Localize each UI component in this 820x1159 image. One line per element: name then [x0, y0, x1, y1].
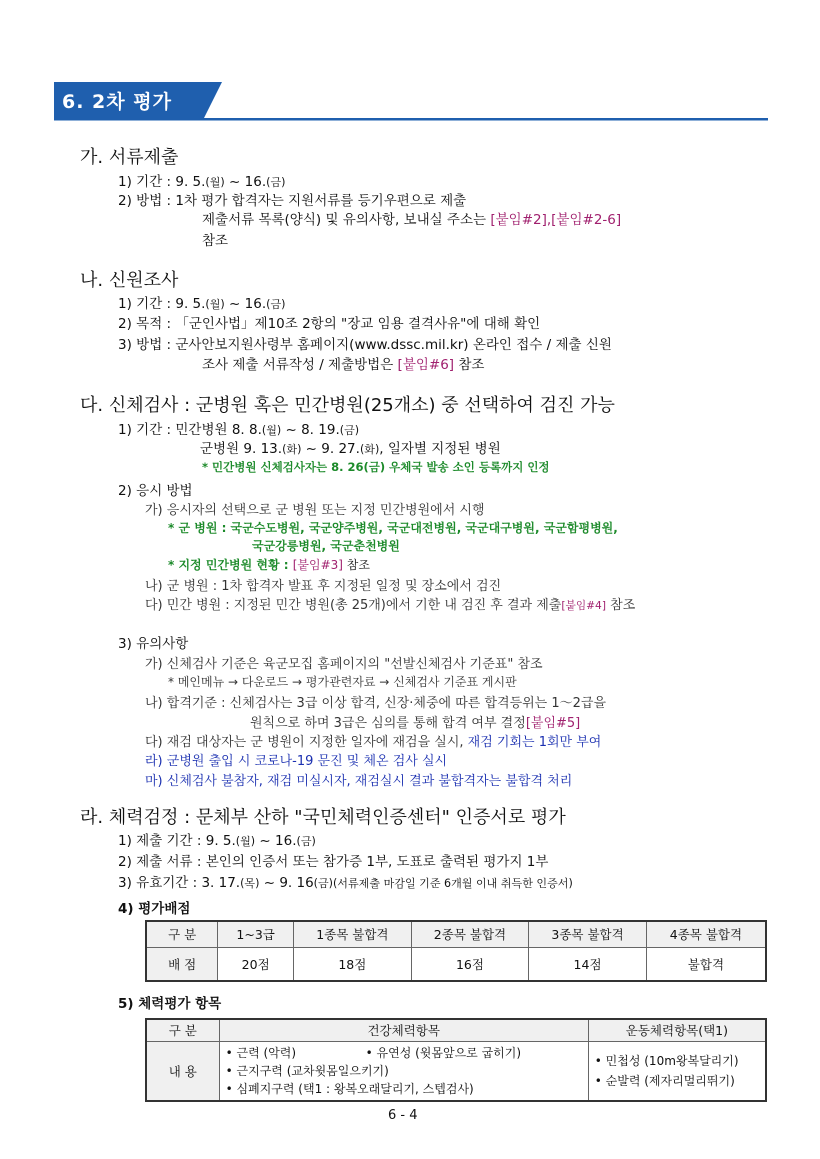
section-na-title: 나. 신원조사: [80, 270, 179, 291]
ref-attachment-6: [붙임#6]: [397, 357, 455, 373]
da-method-b: 나) 군 병원 : 1차 합격자 발표 후 지정된 일정 및 장소에서 검진: [145, 579, 502, 594]
score-header-cell: 4종목 불합격: [646, 921, 766, 947]
header-rule-thin: [54, 120, 768, 121]
da-note-c: 다) 재검 대상자는 군 병원이 지정한 일자에 재검을 실시, 재검 기회는 1회만 부여: [145, 735, 602, 750]
health-item: • 유연성 (윗몸앞으로 굽히기): [365, 1045, 522, 1060]
da-civil-note: * 민간병원 신체검사자는 8. 26(금) 우체국 발송 소인 등록까지 인정: [202, 460, 550, 474]
score-cell: 14점: [529, 947, 647, 981]
section-header: [54, 82, 768, 120]
score-row-label: 배 점: [146, 947, 218, 981]
da-note-a: 가) 신체검사 기준은 육군모집 홈페이지의 "선발신체검사 기준표" 참조: [145, 657, 543, 672]
ra-fitness-heading: 5) 체력평가 항목: [118, 996, 222, 1012]
score-header-cell: 1~3급: [218, 921, 294, 947]
ref-attachment-3: [붙임#3]: [292, 558, 343, 572]
fitness-row-label: 내 용: [146, 1041, 219, 1101]
health-item: • 심폐지구력 (택1 : 왕복오래달리기, 스텝검사): [225, 1081, 474, 1096]
section-ga-title: 가. 서류제출: [80, 147, 179, 168]
fitness-header-cell: 건강체력항목: [219, 1019, 588, 1041]
score-header-cell: 1종목 불합격: [294, 921, 412, 947]
score-header-cell: 3종목 불합격: [529, 921, 647, 947]
na-period: 1) 기간 : 9. 5.(월) ~ 16.(금): [118, 296, 286, 312]
da-notes-heading: 3) 유의사항: [118, 636, 189, 652]
score-cell: 18점: [294, 947, 412, 981]
score-header-cell: 2종목 불합격: [411, 921, 529, 947]
ref-attachment-5: [붙임#5]: [525, 716, 581, 731]
page-number: 6 - 4: [388, 1108, 418, 1123]
score-cell: 16점: [411, 947, 529, 981]
ref-attachment-4: [붙임#4]: [561, 599, 606, 612]
health-item: • 근지구력 (교차윗몸일으키기): [225, 1063, 389, 1078]
ga-period: 1) 기간 : 9. 5.(월) ~ 16.(금): [118, 174, 286, 190]
fitness-health-cell: [219, 1041, 588, 1101]
score-cell: 20점: [218, 947, 294, 981]
ra-documents: 2) 제출 서류 : 본인의 인증서 또는 참가증 1부, 도표로 출력된 평가지 1부: [118, 854, 549, 870]
ga-method: 2) 방법 : 1차 평가 합격자는 지원서류를 등기우편으로 제출: [118, 193, 467, 209]
na-method-cont: 조사 제출 서류작성 / 제출방법은 [붙임#6] 참조: [202, 357, 485, 373]
da-period-civil: 1) 기간 : 민간병원 8. 8.(월) ~ 8. 19.(금): [118, 422, 360, 438]
page-title: 6. 2차 평가: [62, 91, 172, 113]
health-item: • 근력 (악력): [225, 1045, 297, 1060]
da-note-e: 마) 신체검사 불참자, 재검 미실시자, 재검실시 결과 불합격자는 불합격 처리: [145, 774, 573, 789]
da-method-c: 다) 민간 병원 : 지정된 민간 병원(총 25개)에서 기한 내 검진 후 결과 제출[붙임#4] 참조: [145, 598, 636, 613]
fitness-header-cell: 구 분: [146, 1019, 219, 1041]
da-period-military: 군병원 9. 13.(화) ~ 9. 27.(화), 일자별 지정된 병원: [200, 441, 501, 457]
da-note-d: 라) 군병원 출입 시 코로나-19 문진 및 체온 검사 실시: [145, 754, 448, 769]
section-ra-title: 라. 체력검정 : 문체부 산하 "국민체력인증센터" 인증서로 평가: [80, 807, 566, 828]
ga-method-docs: 제출서류 목록(양식) 및 유의사항, 보내실 주소는 [붙임#2],[붙임#2-6]: [202, 212, 622, 228]
da-military-hospitals: * 군 병원 : 국군수도병원, 국군양주병원, 국군대전병원, 국군대구병원, 국군함평병원,: [168, 521, 618, 535]
ra-score-heading: 4) 평가배점: [118, 901, 191, 917]
na-method: 3) 방법 : 군사안보지원사령부 홈페이지(www.dssc.mil.kr) 온라인 접수 / 제출 신원: [118, 337, 612, 353]
header-tab-corner: [204, 82, 222, 118]
ra-period: 1) 제출 기간 : 9. 5.(월) ~ 16.(금): [118, 833, 316, 849]
score-header-cell: 구 분: [146, 921, 218, 947]
section-da-title: 다. 신체검사 : 군병원 혹은 민간병원(25개소) 중 선택하여 검진 가능: [80, 395, 615, 416]
na-purpose: 2) 목적 : 「군인사법」제10조 2항의 "장교 임용 결격사유"에 대해 확인: [118, 316, 541, 332]
da-civil-list: * 지정 민간병원 현황 : [붙임#3] 참조: [168, 558, 370, 572]
da-note-b: 나) 합격기준 : 신체검사는 3급 이상 합격, 신장·체중에 따른 합격등위는 1～2급을: [145, 696, 607, 711]
da-method-heading: 2) 응시 방법: [118, 483, 193, 499]
score-table: [145, 920, 767, 982]
da-method-a: 가) 응시자의 선택으로 군 병원 또는 지정 민간병원에서 시행: [145, 503, 485, 518]
fitness-header-cell: 운동체력항목(택1): [588, 1019, 766, 1041]
ref-attachment-2: [붙임#2],[붙임#2-6]: [490, 212, 622, 228]
sport-item: • 순발력 (제자리멀리뛰기): [594, 1073, 735, 1088]
da-note-a-menu: * 메인메뉴 → 다운로드 → 평가관련자료 → 신체검사 기준표 게시판: [168, 675, 517, 689]
fitness-sport-cell: [588, 1041, 766, 1101]
da-military-hospitals-cont: 국군강릉병원, 국군춘천병원: [252, 539, 400, 553]
score-cell: 불합격: [646, 947, 766, 981]
fitness-table: [145, 1018, 767, 1102]
da-note-b-cont: 원칙으로 하며 3급은 심의를 통해 합격 여부 결정[붙임#5]: [250, 716, 581, 731]
ra-validity: 3) 유효기간 : 3. 17.(목) ~ 9. 16(금)(서류제출 마감일 기준 6개월 이내 취득한 인증서): [118, 875, 573, 891]
sport-item: • 민첩성 (10m왕복달리기): [594, 1053, 739, 1068]
ga-method-ref: 참조: [202, 233, 229, 249]
